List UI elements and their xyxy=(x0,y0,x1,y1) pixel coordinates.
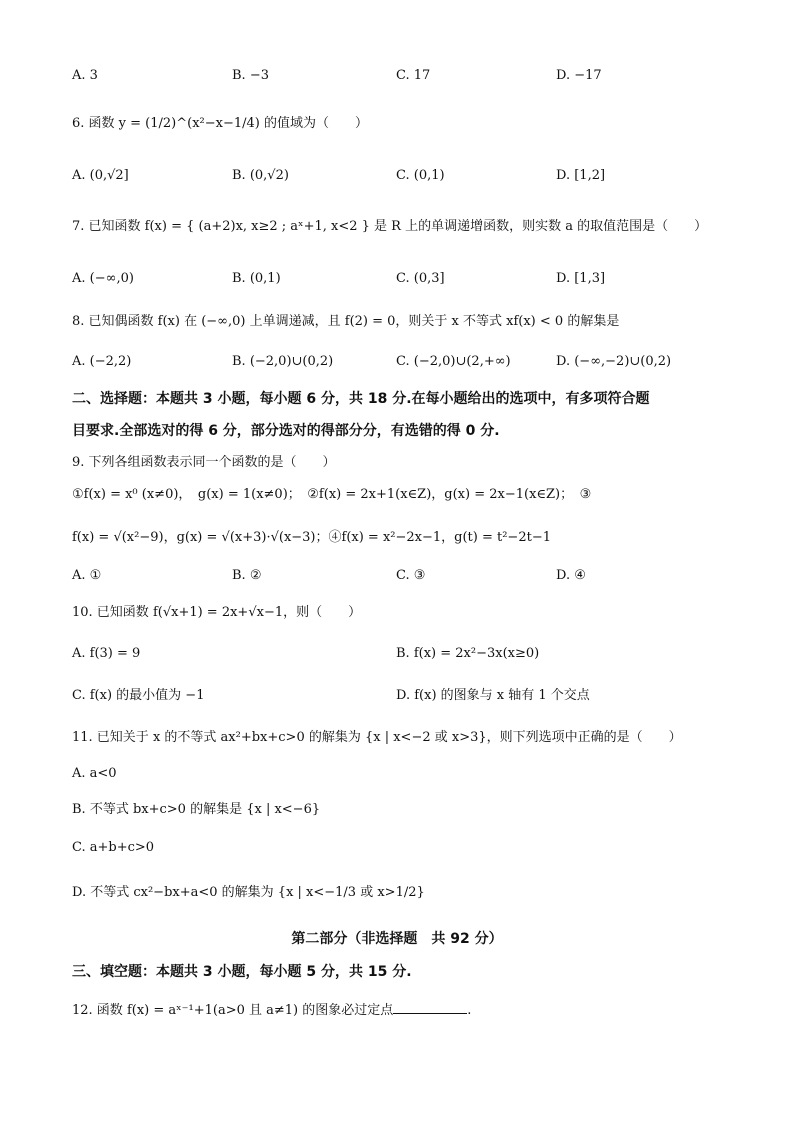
q12-stem: 12. 函数 f(x) = aˣ⁻¹+1(a>0 且 a≠1) 的图象必过定点 xyxy=(72,1003,394,1018)
q5-option-b: B. −3 xyxy=(232,68,269,83)
q8-option-c: C. (−2,0)∪(2,+∞) xyxy=(396,354,511,369)
section2-heading-line2: 目要求.全部选对的得 6 分，部分选对的得部分分，有选错的得 0 分. xyxy=(72,423,500,439)
q7-option-a: A. (−∞,0) xyxy=(72,271,134,286)
q5-option-a: A. 3 xyxy=(72,68,98,83)
q5-option-c: C. 17 xyxy=(396,68,431,83)
q12-answer-blank[interactable] xyxy=(393,1001,467,1014)
q6-option-c: C. (0,1) xyxy=(396,168,445,183)
q9-stem: 9. 下列各组函数表示同一个函数的是（ ） xyxy=(72,455,336,470)
q11-stem: 11. 已知关于 x 的不等式 ax²+bx+c>0 的解集为 {x | x<−2 或 x>3}，则下列选项中正确的是（ ） xyxy=(72,730,682,745)
q10-stem: 10. 已知函数 f(√x+1) = 2x+√x−1，则（ ） xyxy=(72,605,362,620)
q7-stem: 7. 已知函数 f(x) = { (a+2)x, x≥2 ; aˣ+1, x<2 } 是 R 上的单调递增函数，则实数 a 的取值范围是（ ） xyxy=(72,219,708,234)
q11-option-d: D. 不等式 cx²−bx+a<0 的解集为 {x | x<−1/3 或 x>1/2} xyxy=(72,885,425,900)
q11-option-c: C. a+b+c>0 xyxy=(72,840,155,855)
section3-heading: 三、填空题：本题共 3 小题，每小题 5 分，共 15 分. xyxy=(72,964,412,980)
q6-stem: 6. 函数 y = (1/2)^(x²−x−1/4) 的值域为（ ） xyxy=(72,116,368,131)
q8-option-b: B. (−2,0)∪(0,2) xyxy=(232,354,334,369)
q10-option-a: A. f(3) = 9 xyxy=(72,646,141,661)
q8-stem: 8. 已知偶函数 f(x) 在 (−∞,0) 上单调递减，且 f(2) = 0，则关于 x 不等式 xf(x) < 0 的解集是 xyxy=(72,314,620,329)
q9-option-b: B. ② xyxy=(232,568,262,583)
q8-option-d: D. (−∞,−2)∪(0,2) xyxy=(556,354,672,369)
q6-option-b: B. (0,√2) xyxy=(232,168,289,183)
q5-option-d: D. −17 xyxy=(556,68,602,83)
q10-option-c: C. f(x) 的最小值为 −1 xyxy=(72,688,205,703)
q7-option-b: B. (0,1) xyxy=(232,271,281,286)
q6-option-d: D. [1,2] xyxy=(556,168,606,183)
q10-option-d: D. f(x) 的图象与 x 轴有 1 个交点 xyxy=(396,688,590,703)
q9-option-d: D. ④ xyxy=(556,568,586,583)
q12-end-period: . xyxy=(467,1003,472,1018)
q11-option-b: B. 不等式 bx+c>0 的解集是 {x | x<−6} xyxy=(72,802,321,817)
q11-option-a: A. a<0 xyxy=(72,766,117,781)
q9-option-c: C. ③ xyxy=(396,568,426,583)
q6-option-a: A. (0,√2] xyxy=(72,168,129,183)
part2-title: 第二部分（非选择题 共 92 分） xyxy=(291,931,503,947)
q12-line xyxy=(72,1001,471,1019)
q9-line1: ①f(x) = x⁰ (x≠0)， g(x) = 1(x≠0)； ②f(x) = 2x+1(x∈Z)，g(x) = 2x−1(x∈Z)； ③ xyxy=(72,487,592,502)
q8-option-a: A. (−2,2) xyxy=(72,354,132,369)
q10-option-b: B. f(x) = 2x²−3x(x≥0) xyxy=(396,646,540,661)
q9-line2: f(x) = √(x²−9)，g(x) = √(x+3)·√(x−3)；④f(x) = x²−2x−1，g(t) = t²−2t−1 xyxy=(72,530,551,545)
section2-heading-line1: 二、选择题：本题共 3 小题，每小题 6 分，共 18 分.在每小题给出的选项中，有多项符合题 xyxy=(72,391,650,407)
q9-option-a: A. ① xyxy=(72,568,102,583)
q7-option-d: D. [1,3] xyxy=(556,271,606,286)
q7-option-c: C. (0,3] xyxy=(396,271,445,286)
